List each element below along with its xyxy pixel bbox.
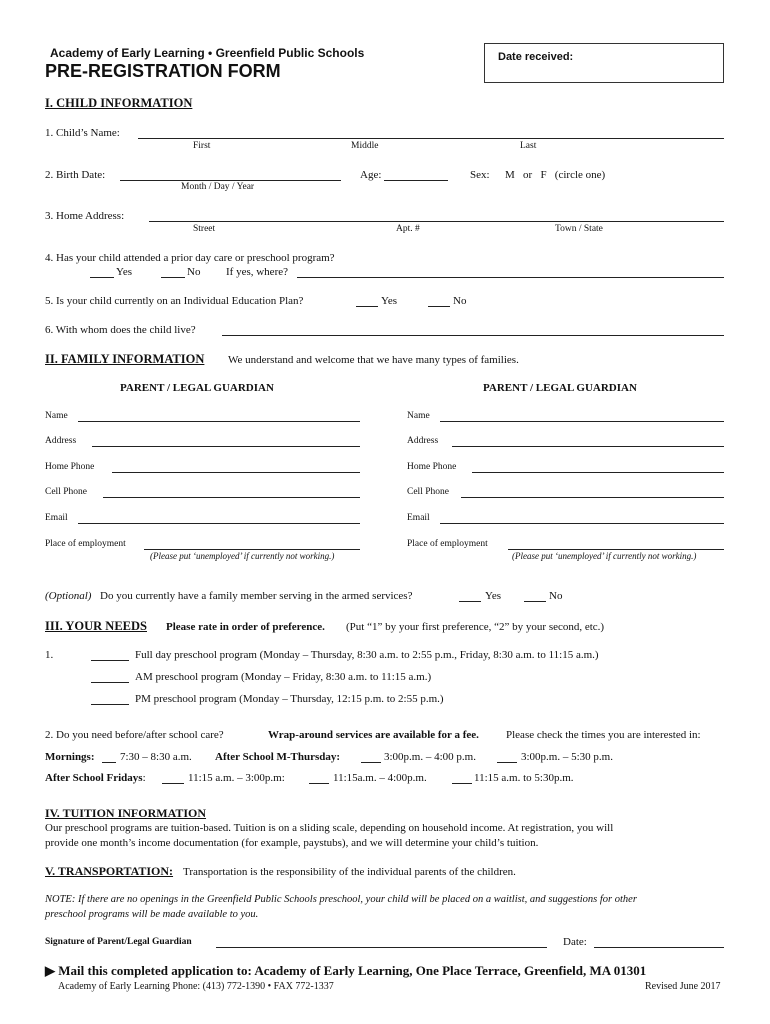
section-tuition-heading: IV. TUITION INFORMATION (45, 806, 207, 820)
after-mth-4pm-blank[interactable] (361, 762, 381, 763)
family-intro: We understand and welcome that we have many types of families. (228, 354, 519, 366)
after-school-fridays-label: After School Fridays: (45, 772, 146, 784)
after-school-mth-label: After School M-Thursday: (215, 751, 341, 763)
pm-preference-blank[interactable] (91, 704, 129, 705)
guardian-2-address-label: Address (407, 436, 439, 446)
lives-with-field[interactable] (222, 335, 724, 336)
guardian-2-home-phone-label: Home Phone (407, 462, 457, 472)
guardian-1-cell-phone-label: Cell Phone (45, 487, 87, 497)
mornings-label: Mornings: (45, 751, 95, 763)
guardian-2-name-label: Name (407, 411, 430, 421)
prior-program-yes-blank[interactable] (90, 277, 114, 278)
guardian-2-email-field[interactable] (440, 523, 724, 524)
full-day-program-label: Full day preschool program (Monday – Thursday, 8:30 a.m. to 2:55 p.m., Friday, 8:30 a.m. to 11:15 a.m.) (135, 649, 599, 661)
address-street-caption: Street (193, 224, 216, 234)
transportation-text: Transportation is the responsibility of the individual parents of the children. (183, 866, 516, 878)
guardian-2-heading: PARENT / LEGAL GUARDIAN (483, 382, 637, 394)
form-title: PRE-REGISTRATION FORM (45, 61, 281, 81)
mornings-time: 7:30 – 8:30 a.m. (120, 751, 192, 763)
lives-with-question: 6. With whom does the child live? (45, 324, 196, 336)
guardian-1-home-phone-label: Home Phone (45, 462, 95, 472)
guardian-1-home-phone-field[interactable] (112, 472, 360, 473)
guardian-2-email-label: Email (407, 513, 430, 523)
arrow-right-icon: ▶ (45, 963, 55, 978)
armed-no-label: No (549, 590, 563, 602)
child-name-label: 1. Child’s Name: (45, 127, 120, 139)
child-name-first-caption: First (193, 141, 211, 151)
iep-yes-label: Yes (381, 295, 398, 307)
tuition-text-line-1: Our preschool programs are tuition-based. Tuition is on a sliding scale, depending on household income. At registration, you will (45, 822, 614, 834)
birth-date-field[interactable] (120, 180, 341, 181)
sex-options[interactable]: M or F (circle one) (505, 169, 606, 181)
prior-program-yes-label: Yes (116, 266, 133, 278)
friday-4pm-blank[interactable] (309, 783, 329, 784)
pm-program-label: PM preschool program (Monday – Thursday, 12:15 p.m. to 2:55 p.m.) (135, 693, 444, 705)
section-transportation-heading: V. TRANSPORTATION: (45, 864, 174, 878)
before-after-care-question: 2. Do you need before/after school care? (45, 729, 224, 741)
signature-label: Signature of Parent/Legal Guardian (45, 937, 192, 947)
armed-optional-label: (Optional) (45, 590, 92, 602)
guardian-1-name-label: Name (45, 411, 68, 421)
am-preference-blank[interactable] (91, 682, 129, 683)
age-label: Age: (360, 169, 382, 181)
signature-date-field[interactable] (594, 947, 724, 948)
rate-preference-label: Please rate in order of preference. (166, 621, 325, 633)
prior-program-where-label: If yes, where? (226, 266, 288, 278)
am-program-label: AM preschool program (Monday – Friday, 8:30 a.m. to 11:15 a.m.) (135, 671, 432, 683)
age-field[interactable] (384, 180, 448, 181)
friday-3pm-time: 11:15 a.m. – 3:00p.m: (188, 772, 285, 784)
home-address-label: 3. Home Address: (45, 210, 125, 222)
footer-phone: Academy of Early Learning Phone: (413) 772-1390 • FAX 772-1337 (58, 981, 334, 992)
armed-yes-blank[interactable] (459, 601, 481, 602)
friday-3pm-blank[interactable] (162, 783, 184, 784)
date-received-box (484, 43, 724, 83)
guardian-1-employment-note: (Please put ‘unemployed’ if currently not working.) (150, 551, 335, 561)
after-mth-530pm-time: 3:00p.m. – 5:30 p.m. (521, 751, 613, 763)
guardian-2-employment-note: (Please put ‘unemployed’ if currently not working.) (512, 551, 697, 561)
waitlist-note-line-1: NOTE: If there are no openings in the Greenfield Public Schools preschool, your child will be placed on a waitlist, and suggestions for other (45, 894, 637, 905)
guardian-2-address-field[interactable] (452, 446, 724, 447)
section-family-info-heading: II. FAMILY INFORMATION (45, 352, 205, 366)
after-school-fridays-text: After School Fridays (45, 772, 143, 784)
guardian-2-employment-field[interactable] (508, 549, 724, 550)
wrap-around-label: Wrap-around services are available for a fee. (268, 729, 479, 741)
mail-instruction (45, 963, 646, 979)
guardian-1-email-field[interactable] (78, 523, 360, 524)
sex-label: Sex: (470, 169, 490, 181)
prior-program-no-blank[interactable] (161, 277, 185, 278)
child-name-field[interactable] (138, 138, 724, 139)
friday-530pm-time: 11:15 a.m. to 5:30p.m. (474, 772, 574, 784)
guardian-2-name-field[interactable] (440, 421, 724, 422)
guardian-1-address-field[interactable] (92, 446, 360, 447)
guardian-2-cell-phone-field[interactable] (461, 497, 724, 498)
address-town-caption: Town / State (555, 224, 603, 234)
mornings-blank[interactable] (102, 762, 116, 763)
guardian-2-home-phone-field[interactable] (472, 472, 724, 473)
birth-date-caption: Month / Day / Year (181, 182, 255, 192)
guardian-1-email-label: Email (45, 513, 68, 523)
waitlist-note-line-2: preschool programs will be made available to you. (45, 909, 259, 920)
signature-date-label: Date: (563, 936, 587, 948)
address-apt-caption: Apt. # (396, 224, 420, 234)
section-child-info-heading: I. CHILD INFORMATION (45, 96, 193, 110)
org-name: Academy of Early Learning • Greenfield Public Schools (50, 46, 365, 60)
date-received-label: Date received: (498, 51, 574, 63)
guardian-2-employment-label: Place of employment (407, 539, 488, 549)
footer-revised: Revised June 2017 (645, 981, 721, 992)
guardian-1-cell-phone-field[interactable] (103, 497, 360, 498)
guardian-2-cell-phone-label: Cell Phone (407, 487, 449, 497)
prior-program-no-label: No (187, 266, 201, 278)
wrap-around-note: Please check the times you are interested in: (506, 729, 701, 741)
section-needs-heading: III. YOUR NEEDS (45, 619, 147, 633)
child-name-last-caption: Last (520, 141, 537, 151)
after-mth-530pm-blank[interactable] (497, 762, 517, 763)
armed-yes-label: Yes (485, 590, 502, 602)
guardian-1-address-label: Address (45, 436, 77, 446)
prior-program-question: 4. Has your child attended a prior day care or preschool program? (45, 252, 335, 264)
iep-question: 5. Is your child currently on an Individual Education Plan? (45, 295, 304, 307)
tuition-text-line-2: provide one month’s income documentation (for example, paystubs), and we will determine your child’s tuition. (45, 837, 539, 849)
full-day-preference-blank[interactable] (91, 660, 129, 661)
iep-no-label: No (453, 295, 467, 307)
birth-date-label: 2. Birth Date: (45, 169, 106, 181)
armed-no-blank[interactable] (524, 601, 546, 602)
iep-yes-blank[interactable] (356, 306, 378, 307)
friday-530pm-blank[interactable] (452, 783, 472, 784)
iep-no-blank[interactable] (428, 306, 450, 307)
guardian-1-employment-field[interactable] (144, 549, 360, 550)
guardian-1-name-field[interactable] (78, 421, 360, 422)
armed-services-question: Do you currently have a family member serving in the armed services? (100, 590, 413, 602)
needs-item-1-number: 1. (45, 649, 54, 661)
rate-preference-note: (Put “1” by your first preference, “2” by your second, etc.) (346, 621, 605, 633)
mail-instruction-text: Mail this completed application to: Academy of Early Learning, One Place Terrace, Greenfield, MA 01301 (58, 963, 647, 978)
friday-4pm-time: 11:15a.m. – 4:00p.m. (333, 772, 427, 784)
child-name-middle-caption: Middle (351, 141, 379, 151)
guardian-1-heading: PARENT / LEGAL GUARDIAN (120, 382, 274, 394)
after-mth-4pm-time: 3:00p.m. – 4:00 p.m. (384, 751, 476, 763)
prior-program-where-field[interactable] (297, 277, 724, 278)
guardian-1-employment-label: Place of employment (45, 539, 126, 549)
home-address-field[interactable] (149, 221, 724, 222)
signature-field[interactable] (216, 947, 547, 948)
